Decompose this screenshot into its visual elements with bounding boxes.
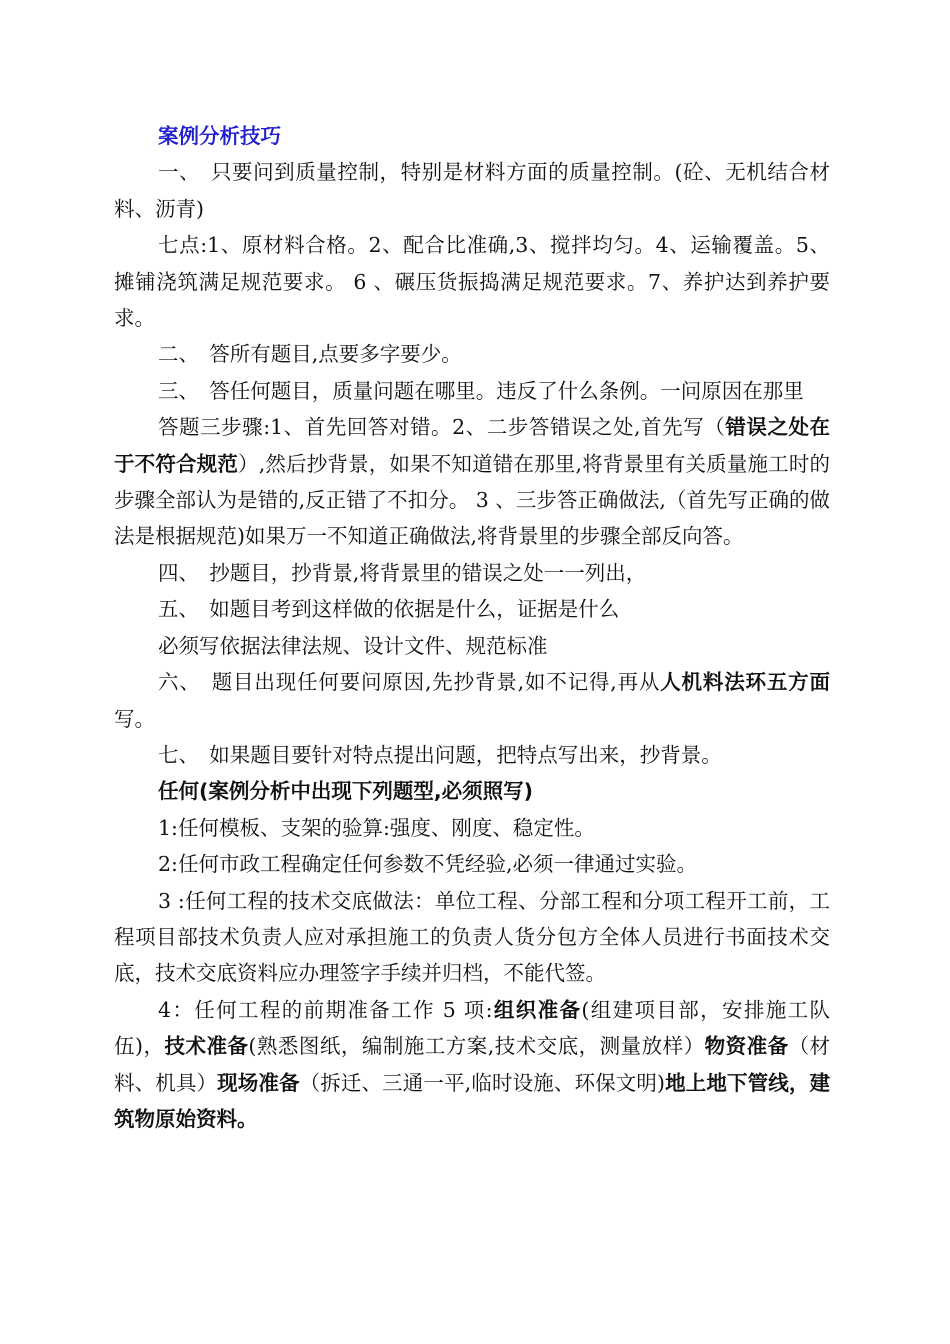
paragraph-6: 四、 抄题目，抄背景,将背景里的错误之处一一列出，	[158, 560, 647, 585]
paragraph-14: 3 :任何工程的技术交底做法：单位工程、分部工程和分项工程开工前，工程项目部技术负责人应对承担施工的负责人货分包方全体人员进行书面技术交底，技术交底资料应办理签字手续并归档，不能代签。	[114, 888, 830, 986]
paragraph-3: 二、 答所有题目,点要多字要少。	[158, 342, 462, 367]
p9-text-a: 六、 题目出现任何要问原因,先抄背景,如不记得,再从	[158, 670, 661, 695]
p11-bold: 任何(案例分析中出现下列题型,必须照写)	[158, 779, 534, 804]
section-title	[114, 118, 830, 154]
p9-bold: 人机料法环五方面	[660, 670, 830, 695]
p15-bold-f: 物资准备	[704, 1034, 789, 1059]
paragraph-9	[114, 664, 830, 737]
p15-bold-b: 组织准备	[492, 997, 582, 1022]
document-body	[114, 118, 830, 1137]
p5-text-a: 答题三步骤:1、首先回答对错。2、二步答错误之处,首先写（	[158, 415, 726, 440]
p15-text-i: （拆迁、三通一平,临时设施、环保文明)	[299, 1070, 665, 1095]
paragraph-12: 1:任何模板、支架的验算:强度、刚度、稳定性。	[158, 815, 595, 840]
p5-text-c: ）,然后抄背景，如果不知道错在那里,将背景里有关质量施工时的步骤全部认为是错的,反正错了不扣分。 3 、三步答正确做法,（首先写正确的做法是根据规范)如果万一不知道正确做法,将背景里的步骤全部反向答。	[114, 451, 831, 549]
p15-text-a: 4：任何工程的前期准备工作 5 项:	[158, 997, 493, 1022]
paragraph-4: 三、 答任何题目，质量问题在哪里。违反了什么条例。一问原因在那里	[158, 378, 804, 403]
paragraph-11	[114, 773, 830, 809]
p15-bold-j: 地上地下管线，建筑物原始资料。	[114, 1070, 831, 1131]
p15-bold-h: 现场准备	[217, 1070, 300, 1095]
paragraph-13: 2:任何市政工程确定任何参数不凭经验,必须一律通过实验。	[158, 852, 697, 877]
paragraph-2: 七点:1、原材料合格。2、配合比准确,3、搅拌均匀。4、运输覆盖。5、摊铺浇筑满足规范要求。 6 、碾压货振捣满足规范要求。7、养护达到养护要求。	[114, 233, 830, 331]
paragraph-15	[114, 992, 830, 1138]
paragraph-10: 七、 如果题目要针对特点提出问题，把特点写出来，抄背景。	[158, 742, 722, 767]
paragraph-8: 必须写依据法律法规、设计文件、规范标准	[158, 633, 548, 658]
p5-bold: 错误之处在于不符合规范	[114, 415, 830, 476]
title-text: 案例分析技巧	[158, 124, 281, 148]
paragraph-5	[114, 409, 830, 555]
p9-text-c: 写。	[114, 706, 155, 731]
p15-text-c: (组建项目部，安排施工队伍)，	[114, 997, 831, 1059]
paragraph-7: 五、 如题目考到这样做的依据是什么，证据是什么	[158, 597, 620, 622]
paragraph-1: 一、 只要问到质量控制，特别是材料方面的质量控制。(砼、无机结合材料、沥青)	[114, 160, 830, 221]
p15-text-g: （材料、机具）	[114, 1034, 831, 1095]
p15-text-e: (熟悉图纸，编制施工方案,技术交底，测量放样）	[248, 1034, 705, 1059]
p15-bold-d: 技术准备	[164, 1034, 249, 1059]
